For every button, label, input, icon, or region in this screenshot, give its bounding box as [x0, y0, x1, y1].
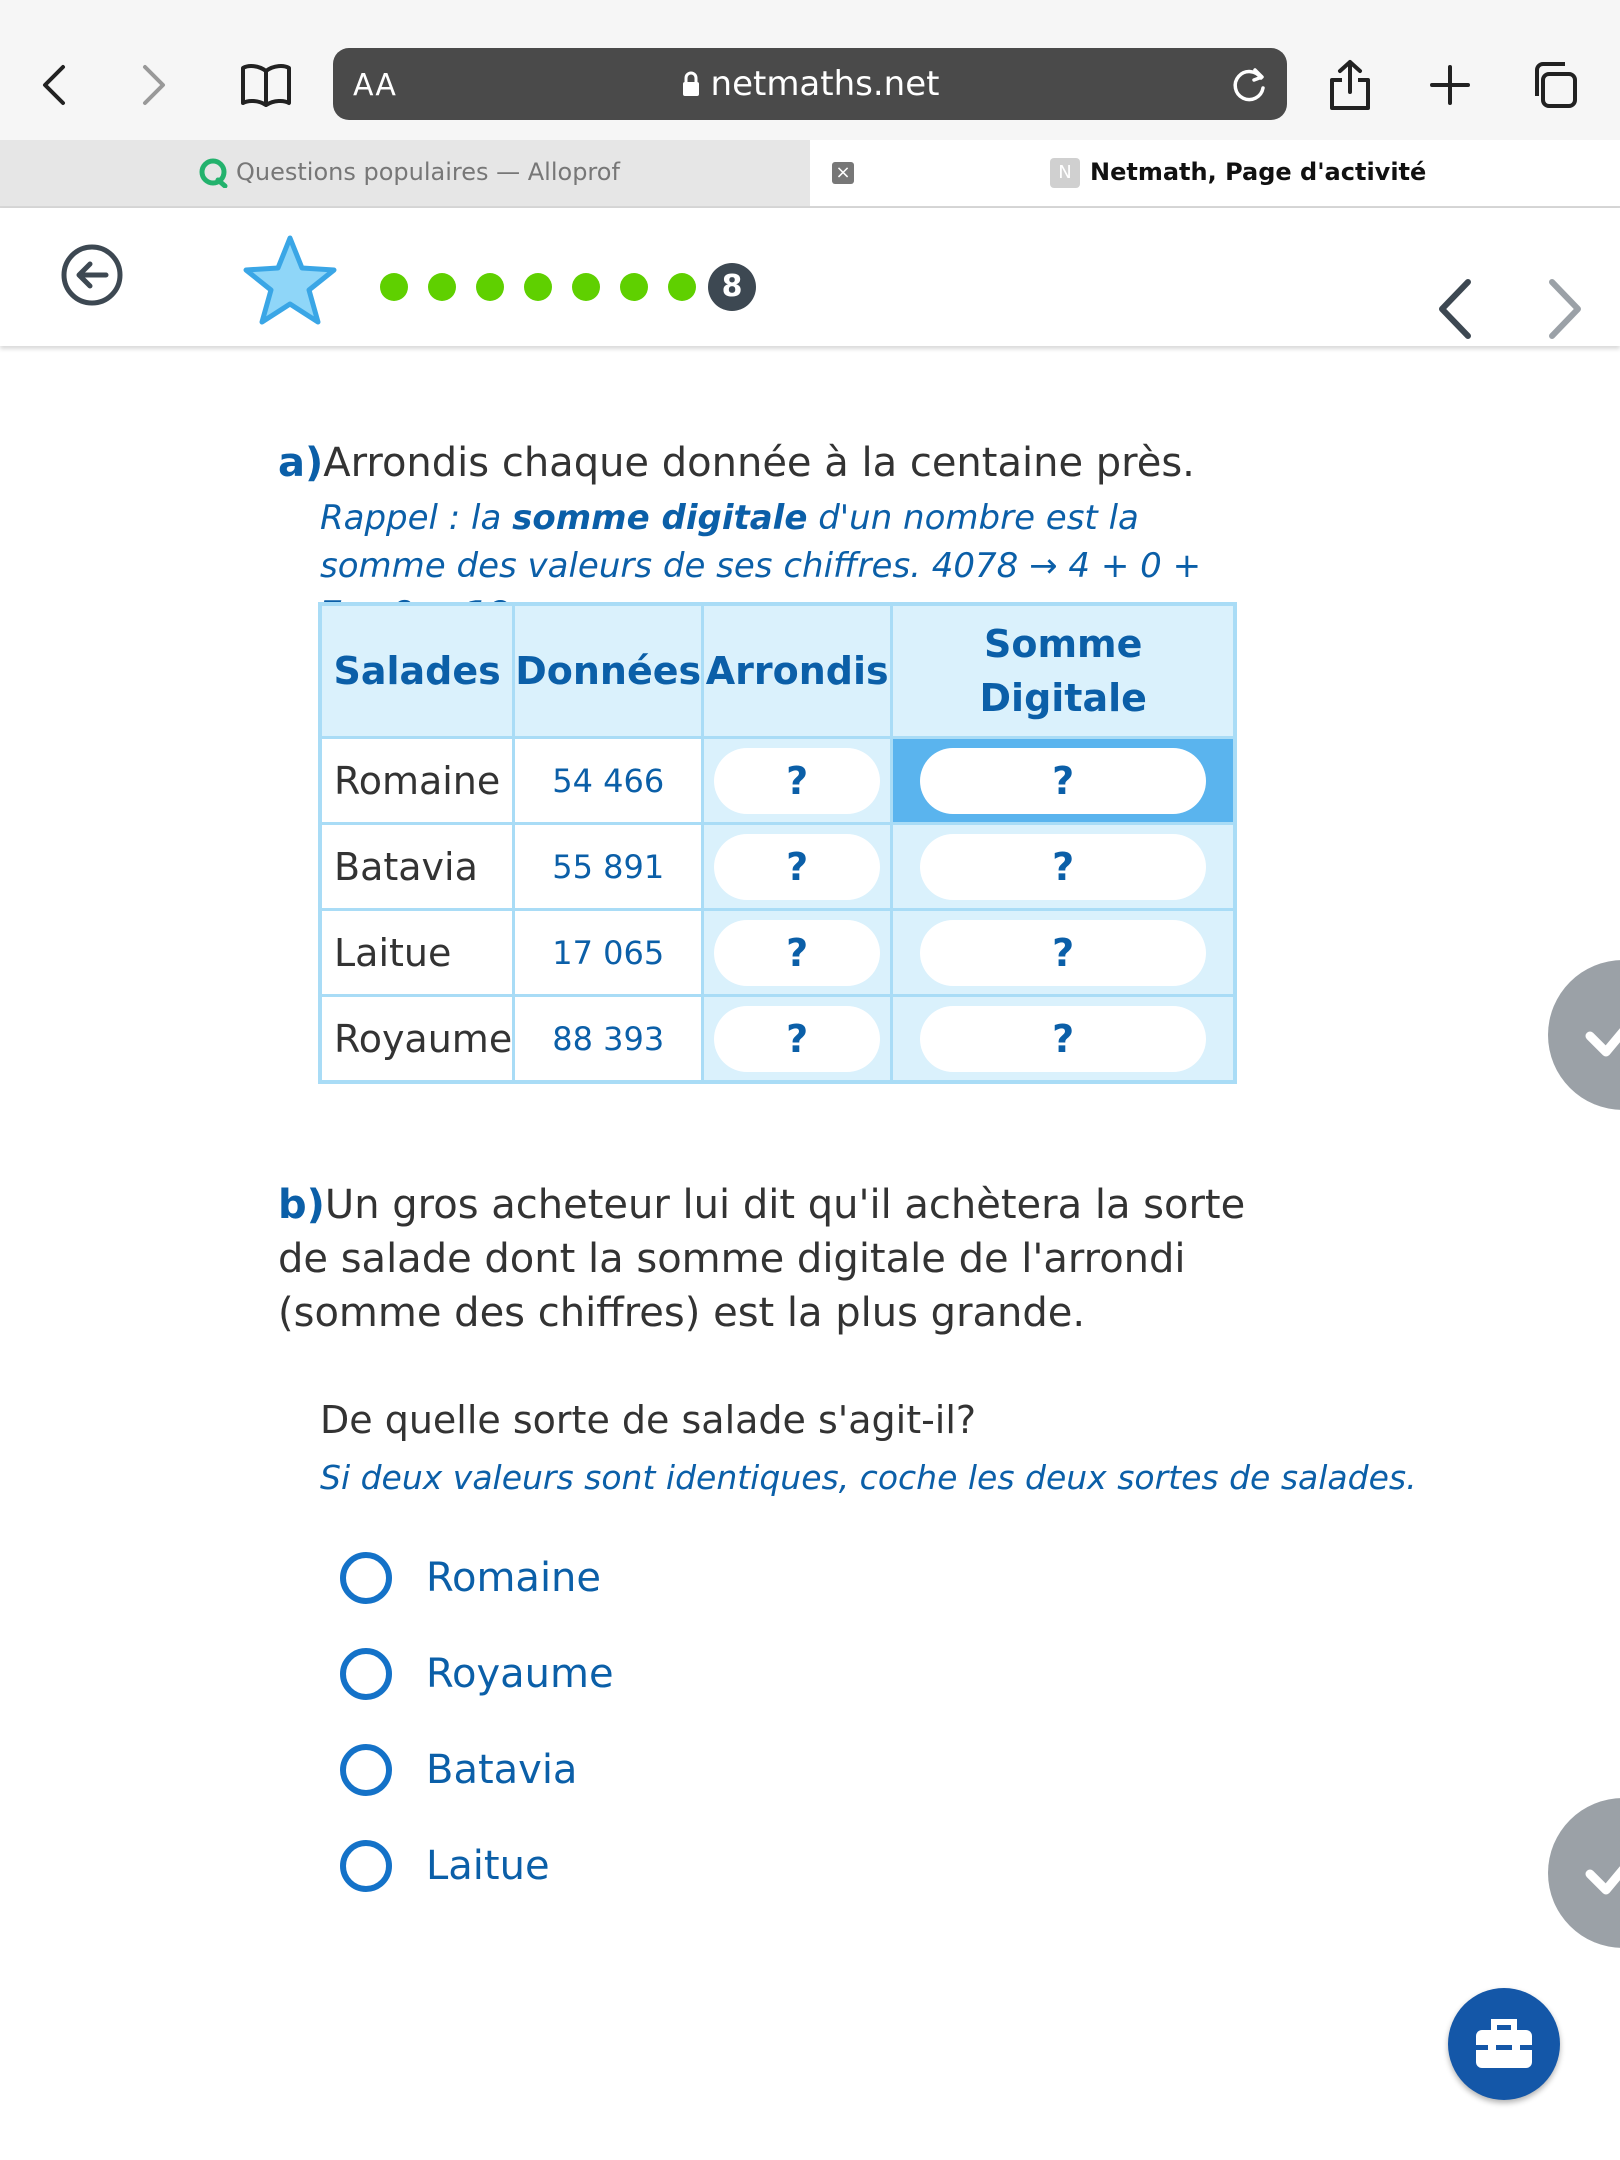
tab-title: Netmath, Page d'activité [1090, 158, 1427, 186]
column-header: Arrondis [703, 604, 892, 738]
question-ask: De quelle sorte de salade s'agit-il? [320, 1398, 977, 1442]
column-header: Somme Digitale [892, 604, 1236, 738]
reload-icon[interactable] [1225, 60, 1273, 112]
option-batavia[interactable] [340, 1744, 577, 1796]
radio-button[interactable] [340, 1648, 392, 1700]
progress-dot[interactable] [428, 273, 456, 301]
arrondi-input[interactable]: ? [714, 834, 880, 900]
table-row [320, 824, 1235, 910]
data-value: 54 466 [514, 738, 703, 824]
address-bar[interactable] [333, 48, 1287, 120]
option-label: Batavia [426, 1747, 578, 1793]
toolbox-button[interactable] [1448, 1988, 1560, 2100]
new-tab-icon[interactable] [1420, 50, 1480, 120]
salad-name: Laitue [320, 910, 514, 996]
share-icon[interactable] [1320, 50, 1380, 120]
tab-alloprof[interactable] [0, 140, 810, 206]
somme-digitale-input[interactable]: ? [920, 748, 1206, 814]
somme-digitale-input[interactable]: ? [920, 920, 1206, 986]
toolbox-icon [1474, 2016, 1534, 2072]
radio-button[interactable] [340, 1840, 392, 1892]
current-question-badge[interactable]: 8 [708, 263, 756, 311]
salad-name: Batavia [320, 824, 514, 910]
table-header-row [320, 604, 1235, 738]
lock-icon [681, 71, 701, 97]
somme-digitale-input[interactable]: ? [920, 1006, 1206, 1072]
arrondi-input[interactable]: ? [714, 1006, 880, 1072]
validate-a-button[interactable] [1548, 960, 1620, 1110]
next-page-icon[interactable] [1540, 274, 1590, 348]
salad-name: Romaine [320, 738, 514, 824]
reminder-hint: Rappel : la somme digitale d'un nombre est la somme des valeurs de ses chiffres. 4078 → 4 + 0 + [320, 498, 1202, 586]
salad-name: Royaume [320, 996, 514, 1083]
table-row [320, 738, 1235, 824]
radio-button[interactable] [340, 1744, 392, 1796]
close-tab-icon[interactable]: × [832, 162, 854, 184]
progress-dot[interactable] [668, 273, 696, 301]
checkmark-icon [1582, 1004, 1620, 1064]
data-value: 55 891 [514, 824, 703, 910]
option-laitue[interactable] [340, 1840, 550, 1892]
radio-button[interactable] [340, 1552, 392, 1604]
question-label: a) [278, 440, 324, 486]
salad-table [318, 602, 1237, 1084]
tab-bar [0, 140, 1620, 208]
table-row [320, 910, 1235, 996]
question-hint: Si deux valeurs sont identiques, coche les deux sortes de salades. [320, 1458, 1417, 1497]
tab-title: Questions populaires — Alloprof [236, 158, 620, 186]
table-row [320, 996, 1235, 1083]
data-value: 88 393 [514, 996, 703, 1083]
column-header: Salades [320, 604, 514, 738]
previous-page-icon[interactable] [1430, 274, 1480, 348]
exit-activity-icon[interactable] [58, 241, 126, 313]
data-value: 17 065 [514, 910, 703, 996]
progress-dot[interactable] [524, 273, 552, 301]
question-b [278, 1178, 1258, 1340]
url-text[interactable]: netmaths.net [333, 64, 1287, 104]
text-size-button[interactable]: AA [353, 68, 397, 103]
column-header: Données [514, 604, 703, 738]
validate-b-button[interactable] [1548, 1798, 1620, 1948]
option-royaume[interactable] [340, 1648, 614, 1700]
question-a [278, 440, 1195, 486]
question-text: Arrondis chaque donnée à la centaine près. [323, 440, 1195, 486]
progress-dot[interactable] [572, 273, 600, 301]
bookmarks-icon[interactable] [236, 50, 296, 120]
option-romaine[interactable] [340, 1552, 601, 1604]
option-label: Romaine [426, 1555, 602, 1601]
arrondi-input[interactable]: ? [714, 748, 880, 814]
activity-header [0, 208, 1620, 346]
progress-dot[interactable] [476, 273, 504, 301]
progress-dots [380, 263, 756, 311]
question-label: b) [278, 1182, 325, 1228]
tabs-overview-icon[interactable] [1524, 50, 1584, 120]
progress-dot[interactable] [380, 273, 408, 301]
checkmark-icon [1582, 1842, 1620, 1902]
option-label: Laitue [426, 1843, 550, 1889]
option-label: Royaume [426, 1651, 614, 1697]
back-icon[interactable] [24, 50, 84, 120]
question-text: Un gros acheteur lui dit qu'il achètera la sorte de salade dont la somme digitale de l'arrondi (somme des chiffres) est la plus grande. [278, 1182, 1246, 1336]
browser-toolbar [0, 0, 1620, 140]
somme-digitale-input[interactable]: ? [920, 834, 1206, 900]
alloprof-logo-icon [198, 158, 228, 188]
progress-dot[interactable] [620, 273, 648, 301]
star-icon [240, 232, 340, 332]
netmath-favicon: N [1050, 158, 1080, 188]
forward-icon[interactable] [124, 50, 184, 120]
arrondi-input[interactable]: ? [714, 920, 880, 986]
